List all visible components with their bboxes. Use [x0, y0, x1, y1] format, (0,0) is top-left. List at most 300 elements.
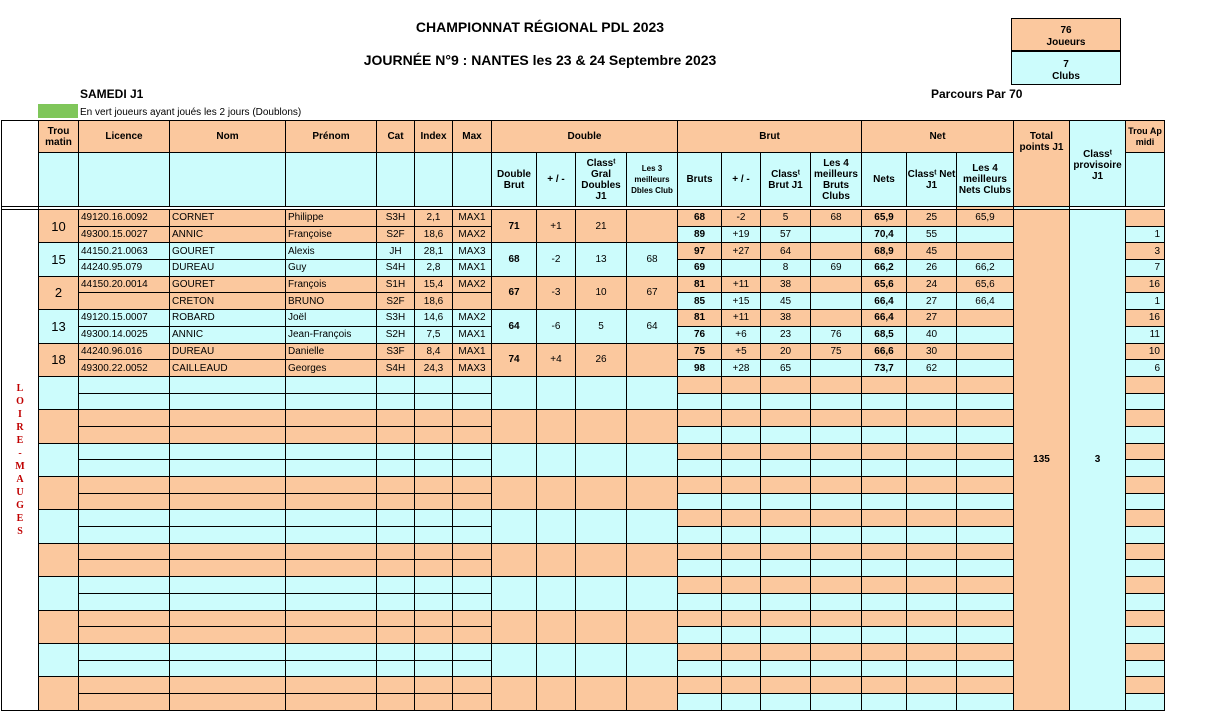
trou-apmidi: 16 — [1126, 276, 1165, 293]
brut — [678, 410, 722, 427]
best-brut — [811, 593, 862, 610]
double-pm — [537, 610, 576, 643]
index: 14,6 — [415, 310, 453, 327]
brut: 85 — [678, 293, 722, 310]
net — [862, 393, 907, 410]
best-brut — [811, 677, 862, 694]
team-total-points: 135 — [1014, 210, 1070, 711]
class-brut — [761, 510, 811, 527]
trou-matin — [39, 376, 79, 409]
class-brut — [761, 660, 811, 677]
brut — [678, 393, 722, 410]
trou-apmidi — [1126, 527, 1165, 544]
brut-pm — [722, 426, 761, 443]
index — [415, 627, 453, 644]
class-brut — [761, 493, 811, 510]
max — [453, 477, 492, 494]
double-brut — [492, 443, 537, 476]
double-brut — [492, 477, 537, 510]
col-brut-pm: + / - — [722, 153, 761, 207]
double-pm: -3 — [537, 276, 576, 309]
cat: S4H — [377, 260, 415, 277]
player-row — [2, 276, 1165, 293]
best-net — [957, 693, 1014, 710]
cat: S3H — [377, 310, 415, 327]
trou-apmidi — [1126, 593, 1165, 610]
index — [415, 543, 453, 560]
brut — [678, 593, 722, 610]
prenom — [286, 660, 377, 677]
double-pm — [537, 577, 576, 610]
best3-double — [627, 577, 678, 610]
class-net — [907, 660, 957, 677]
cat: S3F — [377, 343, 415, 360]
class-double: 21 — [576, 210, 627, 243]
brut — [678, 677, 722, 694]
col-class-provisoire: Classᵗ provisoire J1 — [1070, 121, 1126, 207]
best-brut — [811, 527, 862, 544]
licence — [79, 643, 170, 660]
legend-text: En vert joueurs ayant joués les 2 jours (Doublons) — [80, 107, 302, 118]
net — [862, 643, 907, 660]
net: 65,9 — [862, 210, 907, 227]
best-brut — [811, 426, 862, 443]
net — [862, 693, 907, 710]
class-net — [907, 677, 957, 694]
class-brut — [761, 460, 811, 477]
licence: 44150.20.0014 — [79, 276, 170, 293]
class-net — [907, 510, 957, 527]
clubs-label: Clubs — [1052, 71, 1080, 82]
net: 66,6 — [862, 343, 907, 360]
trou-apmidi: 10 — [1126, 343, 1165, 360]
nom — [170, 610, 286, 627]
best-brut — [811, 393, 862, 410]
best-brut — [811, 293, 862, 310]
double-pm: +4 — [537, 343, 576, 376]
max: MAX1 — [453, 343, 492, 360]
best3-double: 67 — [627, 276, 678, 309]
prenom: Joël — [286, 310, 377, 327]
class-brut — [761, 593, 811, 610]
best3-double — [627, 610, 678, 643]
class-net: 27 — [907, 310, 957, 327]
brut — [678, 577, 722, 594]
course-par: 70 — [1009, 87, 1023, 101]
net: 70,4 — [862, 226, 907, 243]
class-double — [576, 577, 627, 610]
brut — [678, 527, 722, 544]
best3-double — [627, 410, 678, 443]
results-table — [1, 120, 1165, 711]
col-bruts: Bruts — [678, 153, 722, 207]
best3-double — [627, 210, 678, 243]
double-pm: -2 — [537, 243, 576, 276]
max: MAX3 — [453, 360, 492, 377]
day-label: SAMEDI J1 — [80, 87, 144, 101]
legend-swatch — [38, 104, 78, 118]
prenom: Philippe — [286, 210, 377, 227]
trou-apmidi — [1126, 426, 1165, 443]
trou-matin: 2 — [39, 276, 79, 309]
net — [862, 543, 907, 560]
col-class-gral-doubles: Classᵗ Gral Doubles J1 — [576, 153, 627, 207]
nom: CRETON — [170, 293, 286, 310]
double-pm — [537, 643, 576, 676]
max — [453, 543, 492, 560]
max: MAX2 — [453, 276, 492, 293]
trou-matin — [39, 610, 79, 643]
best3-double — [627, 643, 678, 676]
cat — [377, 460, 415, 477]
cat — [377, 560, 415, 577]
class-net — [907, 477, 957, 494]
net: 66,4 — [862, 293, 907, 310]
empty-row — [2, 610, 1165, 627]
best-net — [957, 593, 1014, 610]
max — [453, 393, 492, 410]
nom — [170, 677, 286, 694]
class-net: 62 — [907, 360, 957, 377]
net — [862, 426, 907, 443]
nom: ANNIC — [170, 326, 286, 343]
net: 73,7 — [862, 360, 907, 377]
trou-apmidi — [1126, 510, 1165, 527]
licence: 49300.14.0025 — [79, 326, 170, 343]
brut — [678, 426, 722, 443]
max — [453, 510, 492, 527]
nom: DUREAU — [170, 343, 286, 360]
index: 7,5 — [415, 326, 453, 343]
col-trou-apmidi: Trou Ap midi — [1126, 121, 1165, 153]
net — [862, 660, 907, 677]
licence — [79, 560, 170, 577]
trou-matin — [39, 677, 79, 710]
index — [415, 677, 453, 694]
brut-pm — [722, 610, 761, 627]
brut: 98 — [678, 360, 722, 377]
class-brut — [761, 477, 811, 494]
class-net: 27 — [907, 293, 957, 310]
prenom — [286, 677, 377, 694]
nom — [170, 493, 286, 510]
col-double-brut: Double Brut — [492, 153, 537, 207]
class-net: 55 — [907, 226, 957, 243]
best3-double — [627, 543, 678, 576]
prenom — [286, 560, 377, 577]
index — [415, 393, 453, 410]
trou-apmidi — [1126, 677, 1165, 694]
cat — [377, 527, 415, 544]
double-pm — [537, 677, 576, 710]
net: 68,5 — [862, 326, 907, 343]
best-brut — [811, 443, 862, 460]
licence: 49300.15.0027 — [79, 226, 170, 243]
prenom: BRUNO — [286, 293, 377, 310]
prenom — [286, 393, 377, 410]
double-brut — [492, 510, 537, 543]
class-double — [576, 677, 627, 710]
best-net — [957, 660, 1014, 677]
col-nets: Nets — [862, 153, 907, 207]
max — [453, 677, 492, 694]
best-brut — [811, 560, 862, 577]
brut-pm: +15 — [722, 293, 761, 310]
max — [453, 660, 492, 677]
best3-double: 64 — [627, 310, 678, 343]
double-brut — [492, 410, 537, 443]
col-nom: Nom — [170, 121, 286, 153]
net — [862, 593, 907, 610]
prenom: Danielle — [286, 343, 377, 360]
trou-matin — [39, 443, 79, 476]
licence — [79, 543, 170, 560]
trou-matin — [39, 543, 79, 576]
max: MAX1 — [453, 260, 492, 277]
empty-row — [2, 543, 1165, 560]
licence — [79, 493, 170, 510]
course-label — [931, 87, 1022, 101]
prenom: François — [286, 276, 377, 293]
trou-apmidi — [1126, 376, 1165, 393]
cat — [377, 543, 415, 560]
double-pm — [537, 410, 576, 443]
trou-apmidi: 7 — [1126, 260, 1165, 277]
class-net — [907, 610, 957, 627]
prenom — [286, 410, 377, 427]
nom: ROBARD — [170, 310, 286, 327]
class-brut: 57 — [761, 226, 811, 243]
best-net — [957, 360, 1014, 377]
best3-double — [627, 510, 678, 543]
page-subtitle: JOURNÉE N°9 : NANTES les 23 & 24 Septembre 2023 — [363, 52, 717, 68]
cat: JH — [377, 243, 415, 260]
class-net — [907, 443, 957, 460]
brut-pm — [722, 460, 761, 477]
index: 28,1 — [415, 243, 453, 260]
prenom — [286, 693, 377, 710]
prenom — [286, 376, 377, 393]
nom — [170, 510, 286, 527]
index — [415, 610, 453, 627]
trou-matin — [39, 410, 79, 443]
best-net — [957, 226, 1014, 243]
double-pm — [537, 543, 576, 576]
class-net: 30 — [907, 343, 957, 360]
best-net: 65,9 — [957, 210, 1014, 227]
team-name: L O I R E - M A U G E S — [15, 382, 25, 537]
trou-apmidi: 3 — [1126, 243, 1165, 260]
best-brut — [811, 226, 862, 243]
cat — [377, 693, 415, 710]
index: 18,6 — [415, 293, 453, 310]
cat — [377, 660, 415, 677]
max: MAX1 — [453, 210, 492, 227]
class-brut — [761, 443, 811, 460]
net — [862, 677, 907, 694]
brut — [678, 543, 722, 560]
empty-row — [2, 510, 1165, 527]
max: MAX1 — [453, 326, 492, 343]
cat — [377, 677, 415, 694]
col-index: Index — [415, 121, 453, 153]
best-brut — [811, 610, 862, 627]
licence — [79, 443, 170, 460]
index — [415, 577, 453, 594]
licence — [79, 527, 170, 544]
brut-pm — [722, 543, 761, 560]
brut — [678, 560, 722, 577]
licence — [79, 693, 170, 710]
blank-hdr-apmidi — [1126, 153, 1165, 207]
class-net — [907, 410, 957, 427]
brut-pm — [722, 527, 761, 544]
class-double — [576, 443, 627, 476]
cat — [377, 610, 415, 627]
brut: 81 — [678, 310, 722, 327]
best-brut — [811, 693, 862, 710]
best-net — [957, 677, 1014, 694]
trou-matin — [39, 510, 79, 543]
max — [453, 527, 492, 544]
class-double — [576, 610, 627, 643]
net — [862, 627, 907, 644]
best-brut — [811, 543, 862, 560]
double-brut — [492, 677, 537, 710]
trou-apmidi — [1126, 477, 1165, 494]
empty-row — [2, 410, 1165, 427]
brut: 76 — [678, 326, 722, 343]
nom — [170, 426, 286, 443]
max — [453, 293, 492, 310]
net: 66,2 — [862, 260, 907, 277]
team-class-provisoire: 3 — [1070, 210, 1126, 711]
brut-pm — [722, 560, 761, 577]
licence — [79, 510, 170, 527]
best-brut — [811, 460, 862, 477]
trou-matin — [39, 643, 79, 676]
net — [862, 493, 907, 510]
prenom — [286, 543, 377, 560]
player-row — [2, 310, 1165, 327]
clubs-count-box — [1011, 51, 1121, 85]
cat — [377, 376, 415, 393]
class-brut: 38 — [761, 276, 811, 293]
best-net: 65,6 — [957, 276, 1014, 293]
class-net — [907, 493, 957, 510]
index — [415, 477, 453, 494]
net — [862, 510, 907, 527]
class-brut — [761, 627, 811, 644]
licence — [79, 460, 170, 477]
class-net — [907, 460, 957, 477]
trou-apmidi: 11 — [1126, 326, 1165, 343]
empty-row — [2, 443, 1165, 460]
class-brut: 64 — [761, 243, 811, 260]
trou-apmidi: 6 — [1126, 360, 1165, 377]
cat — [377, 593, 415, 610]
brut-pm: +11 — [722, 276, 761, 293]
double-pm — [537, 510, 576, 543]
prenom — [286, 593, 377, 610]
trou-apmidi: 1 — [1126, 226, 1165, 243]
class-net — [907, 593, 957, 610]
players-count-box — [1011, 18, 1121, 51]
empty-row — [2, 477, 1165, 494]
class-net: 40 — [907, 326, 957, 343]
player-row — [2, 210, 1165, 227]
blank-hdr-5 — [377, 153, 415, 207]
brut-pm — [722, 410, 761, 427]
trou-apmidi — [1126, 627, 1165, 644]
best-brut — [811, 660, 862, 677]
class-net — [907, 577, 957, 594]
class-double: 13 — [576, 243, 627, 276]
trou-matin: 10 — [39, 210, 79, 243]
max: MAX3 — [453, 243, 492, 260]
index — [415, 560, 453, 577]
col-double-pm: + / - — [537, 153, 576, 207]
double-pm — [537, 477, 576, 510]
net — [862, 577, 907, 594]
net — [862, 410, 907, 427]
nom — [170, 393, 286, 410]
trou-apmidi: 16 — [1126, 310, 1165, 327]
class-net: 24 — [907, 276, 957, 293]
licence — [79, 660, 170, 677]
nom: CORNET — [170, 210, 286, 227]
max — [453, 410, 492, 427]
trou-apmidi: 1 — [1126, 293, 1165, 310]
best-net — [957, 460, 1014, 477]
class-brut — [761, 393, 811, 410]
licence — [79, 627, 170, 644]
max — [453, 460, 492, 477]
best3-double: 68 — [627, 243, 678, 276]
class-net — [907, 527, 957, 544]
brut-pm — [722, 443, 761, 460]
best-net — [957, 527, 1014, 544]
licence — [79, 610, 170, 627]
page-title: CHAMPIONNAT RÉGIONAL PDL 2023 — [415, 19, 665, 35]
index — [415, 510, 453, 527]
trou-matin: 15 — [39, 243, 79, 276]
max — [453, 560, 492, 577]
max — [453, 376, 492, 393]
max — [453, 610, 492, 627]
double-brut — [492, 543, 537, 576]
double-brut — [492, 643, 537, 676]
trou-apmidi — [1126, 693, 1165, 710]
prenom — [286, 443, 377, 460]
best-net — [957, 543, 1014, 560]
col-total-points: Total points J1 — [1014, 121, 1070, 207]
player-row — [2, 343, 1165, 360]
cat: S2F — [377, 226, 415, 243]
licence — [79, 577, 170, 594]
cat — [377, 426, 415, 443]
class-brut — [761, 693, 811, 710]
best-brut: 75 — [811, 343, 862, 360]
prenom — [286, 643, 377, 660]
cat — [377, 393, 415, 410]
index — [415, 426, 453, 443]
licence — [79, 410, 170, 427]
index — [415, 493, 453, 510]
brut-pm — [722, 627, 761, 644]
brut: 97 — [678, 243, 722, 260]
trou-apmidi — [1126, 660, 1165, 677]
